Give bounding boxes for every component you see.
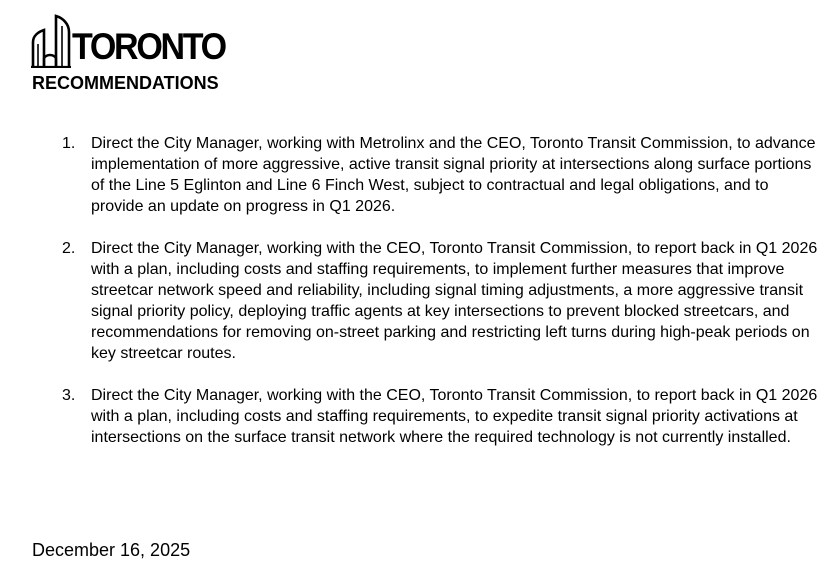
recommendation-text: Direct the City Manager, working with Metrolinx and the CEO, Toronto Transit Commission, to advance implementation of more aggressive, active transit signal priority at intersections along surface portions of the Line 5 Eglinton and Line 6 Finch West, subject to contractual and legal obligations, and to provide an update on progress in Q1 2026. (91, 135, 816, 215)
recommendation-item (62, 238, 822, 364)
city-hall-towers-icon (31, 14, 71, 68)
section-heading: RECOMMENDATIONS (32, 73, 219, 93)
recommendation-number: 2. (62, 240, 76, 257)
toronto-logo (31, 10, 238, 68)
recommendations-list (62, 133, 822, 469)
document-date: December 16, 2025 (32, 540, 191, 560)
recommendation-text: Direct the City Manager, working with the CEO, Toronto Transit Commission, to report back in Q1 2026 with a plan, including costs and staffing requirements, to implement further measures that improve streetcar network speed and reliability, including signal timing adjustments, a more aggressive transit signal priority policy, deploying traffic agents at key intersections to prevent blocked streetcars, and recommendations for removing on-street parking and restricting left turns during high-peak periods on key streetcar routes. (91, 240, 818, 362)
recommendation-item (62, 385, 822, 448)
recommendation-number: 1. (62, 135, 76, 152)
recommendation-item (62, 133, 822, 217)
recommendation-number: 3. (62, 387, 76, 404)
logo-wordmark: TORONTO (72, 26, 225, 67)
recommendation-text: Direct the City Manager, working with the CEO, Toronto Transit Commission, to report back in Q1 2026 with a plan, including costs and staffing requirements, to expedite transit signal priority activations at intersections on the surface transit network where the required technology is not currently installed. (91, 387, 818, 446)
